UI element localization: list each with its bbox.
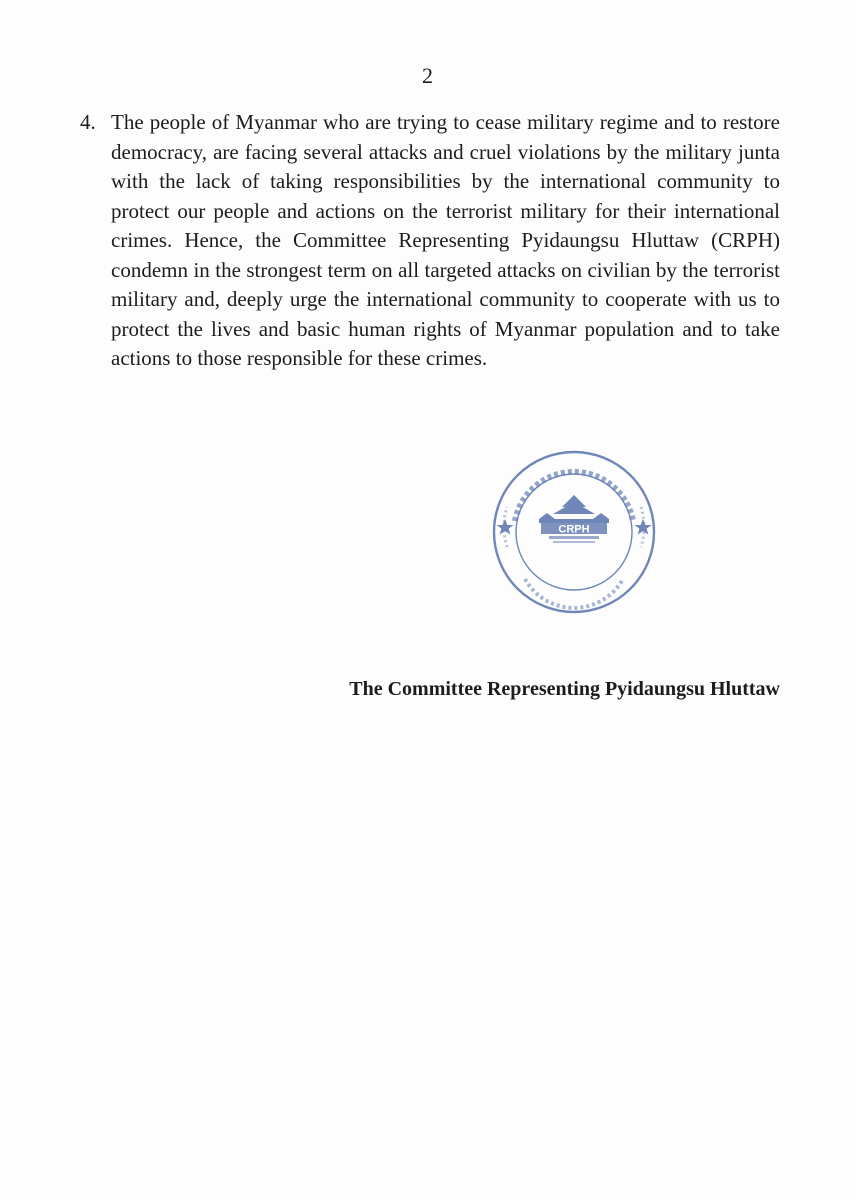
paragraph-number: 4. bbox=[80, 110, 96, 134]
seal-graphic bbox=[489, 447, 659, 617]
paragraph-text: The people of Myanmar who are trying to cease military regime and to restore democracy, are facing several attacks and cruel violations by the military junta with the lack of taking responsibilities by the international community to protect our people and actions on the terrorist military for their international crimes. Hence, the Committee Representing Pyidaungsu Hluttaw (CRPH) condemn in the strongest term on all targeted attacks on civilian by the terrorist military and, deeply urge the international community to cooperate with us to protect the lives and basic human rights of Myanmar population and to take actions to those responsible for these crimes. bbox=[111, 110, 780, 370]
signatory-name: The Committee Representing Pyidaungsu Hluttaw bbox=[349, 678, 780, 700]
seal-caption-script bbox=[549, 536, 599, 539]
crph-official-seal bbox=[489, 447, 659, 617]
seal-emblem-text: CRPH bbox=[558, 523, 590, 536]
page-number: 2 bbox=[422, 63, 433, 88]
numbered-paragraph bbox=[80, 108, 780, 374]
seal-left-star bbox=[497, 519, 514, 535]
